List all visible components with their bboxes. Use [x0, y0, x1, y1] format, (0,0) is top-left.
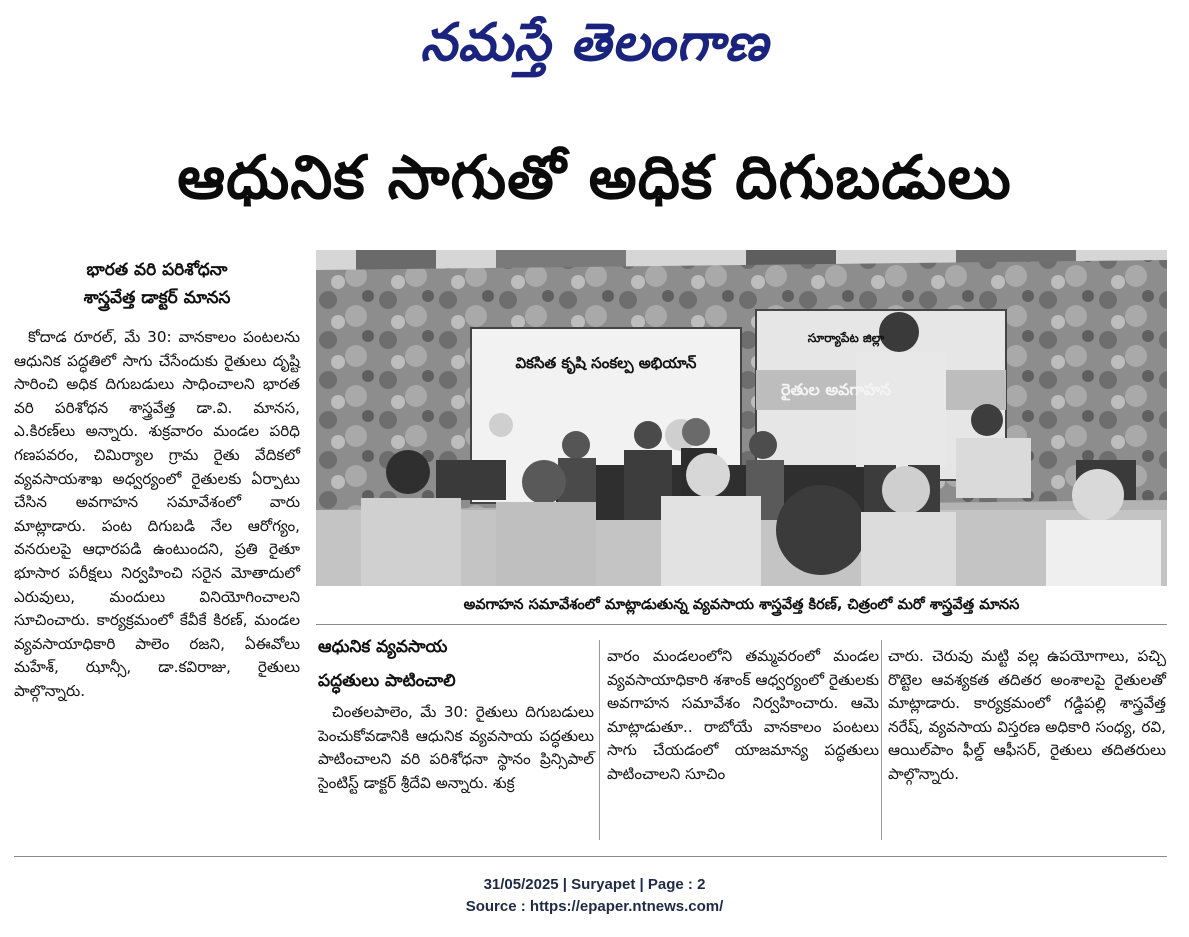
article2-subhead-line2: పద్ధతులు పాటించాలి [318, 671, 456, 691]
article2-column3 [888, 645, 1166, 787]
photo-caption: అవగాహన సమావేశంలో మాట్లాడుతున్న వ్యవసాయ శాస్త్రవేత్త కిరణ్, చిత్రంలో మరో శాస్త్రవేత్త మానస [463, 596, 1020, 613]
headline: ఆధునిక సాగుతో అధిక దిగుబడులు [177, 143, 1012, 213]
article-left-column [14, 256, 300, 704]
article2-column1 [318, 633, 594, 795]
photo-banner-right-text: సూర్యాపేట జిల్లా [807, 331, 885, 345]
article-subhead-line2: శాస్త్రవేత్త డాక్టర్ మానస [83, 288, 231, 308]
article2-column2 [607, 645, 879, 787]
footer-date-page: 31/05/2025 | Suryapet | Page : 2 [483, 876, 706, 893]
photo-illustration [316, 250, 1167, 586]
photo-banner-left-text: వికసిత కృషి సంకల్ప అభియాన్ [515, 354, 697, 372]
article2-body-col2: వారం మండలంలోని తమ్మవరంలో మండల వ్యవసాయాధికారి శశాంక్ ఆధ్వర్యంలో రైతులకు అవగాహన సమావేశం నిర్వహించారు. ఆమె మాట్లాడుతూ.. రాబోయే వానకాలం పంటలు సాగు చేయడంలో యాజమాన్య పద్ధతులు పాటించాలని సూచిం [607, 647, 879, 783]
photo-banner-right-line2: రైతుల అవగాహన [780, 380, 892, 399]
column-divider [599, 640, 600, 840]
news-photo [316, 250, 1167, 586]
article2-body-col1: చింతలపాలెం, మే 30: రైతులు దిగుబడులు పెంచుకోవడానికి ఆధునిక వ్యవసాయ పద్ధతులు పాటించాలని వరి పరిశోధనా స్థానం ప్రిన్సిపాల్ సైంటిస్ట్ డాక్టర్ శ్రీదేవి అన్నారు. శుక్ర [318, 703, 594, 792]
article2-body-col3: చారు. చెరువు మట్టి వల్ల ఉపయోగాలు, పచ్చి రొట్టెల ఆవశ్యకత తదితర అంశాలపై రైతులతో మాట్లాడారు. కార్యక్రమంలో గడ్డిపల్లి శాస్త్రవేత్త నరేష్, వ్యవసాయ విస్తరణ అధికారి సంధ్య, రవి, ఆయిల్‌పాం ఫీల్డ్ ఆఫీసర్, రైతులు తదితరులు పాల్గొన్నారు. [888, 647, 1166, 783]
article2-subhead-line1: ఆధునిక వ్యవసాయ [318, 637, 448, 657]
caption-rule [316, 624, 1167, 625]
footer-rule [14, 856, 1167, 857]
masthead-logo: నమస్తే తెలంగాణ [420, 12, 769, 73]
article-body: కోదాడ రూరల్, మే 30: వానకాలం పంటలను ఆధునిక పద్ధతిలో సాగు చేసేందుకు రైతులు దృష్టి సారించి అధిక దిగుబడులు సాధించాలని భారత వరి పరిశోధన శాస్త్రవేత్త డా.వి. మానస, ఎ.కిరణ్‌లు అన్నారు. శుక్రవారం మండల పరిధి గణపవరం, చిమిర్యాల గ్రామ రైతు వేదికలో వ్యవసాయశాఖ అధ్వర్యంలో రైతులకు ఏర్పాటు చేసిన అవగాహన సమావేశంలో వారు మాట్లాడారు. పంట దిగుబడి నేల ఆరోగ్యం, వనరులపై ఆధారపడి ఉంటుందని, ప్రతి రైతూ భూసార పరీక్షలు నిర్వహించి సరైన మోతాదులో ఎరువులు, మందులు వినియోగించాలని సూచించారు. కార్యక్రమంలో కేవీకే కిరణ్, మండల వ్యవసాయాధికారి పాలెం రజని, ఏఈవోలు మహేశ్, ఝాన్సీ, డా.కవిరాజు, రైతులు పాల్గొన్నారు. [14, 328, 300, 700]
footer-source: Source : https://epaper.ntnews.com/ [465, 898, 724, 915]
column-divider [881, 640, 882, 840]
article-subhead-line1: భారత వరి పరిశోధనా [86, 260, 228, 280]
